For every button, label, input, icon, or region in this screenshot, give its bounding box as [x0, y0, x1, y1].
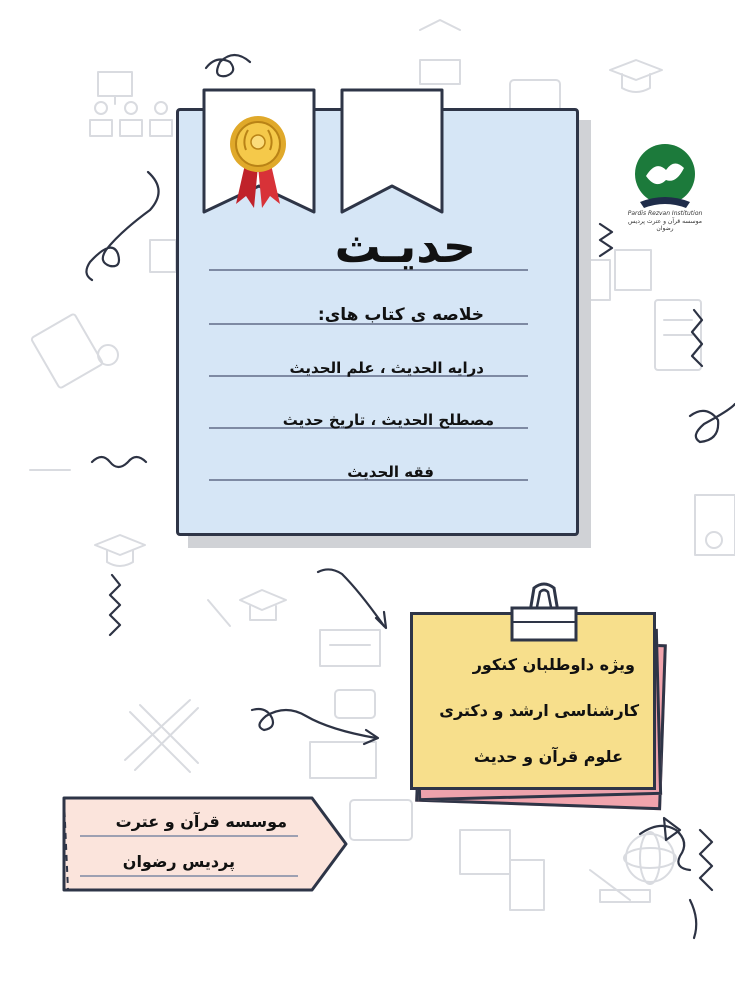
book-line: فقه الحدیث: [347, 463, 434, 481]
institution-tag: [60, 794, 350, 894]
note-line: ویژه داوطلبان کنکور: [472, 655, 635, 674]
logo-caption-en: Pardis Rezvan Institution: [627, 210, 703, 217]
logo-caption-fa: موسسه قرآن و عترت پردیس رضوان: [627, 218, 702, 232]
book-line: مصطلح الحدیث ، تاریخ حدیث: [282, 411, 494, 429]
bookmark-flag-right: [338, 86, 446, 218]
book-line: درایه الحدیث ، علم الحدیث: [289, 359, 484, 377]
note-line: کارشناسی ارشد و دکتری: [439, 701, 639, 720]
note-line: علوم قرآن و حدیث: [473, 747, 623, 766]
medal-icon: [222, 110, 294, 214]
tag-line: موسسه قرآن و عترت: [115, 812, 287, 831]
tag-line: پردیس رضوان: [122, 852, 235, 871]
subtitle: خلاصه ی کتاب های:: [317, 305, 484, 325]
page-title: حدیـث: [334, 219, 476, 273]
binder-clip-icon: [506, 582, 582, 644]
